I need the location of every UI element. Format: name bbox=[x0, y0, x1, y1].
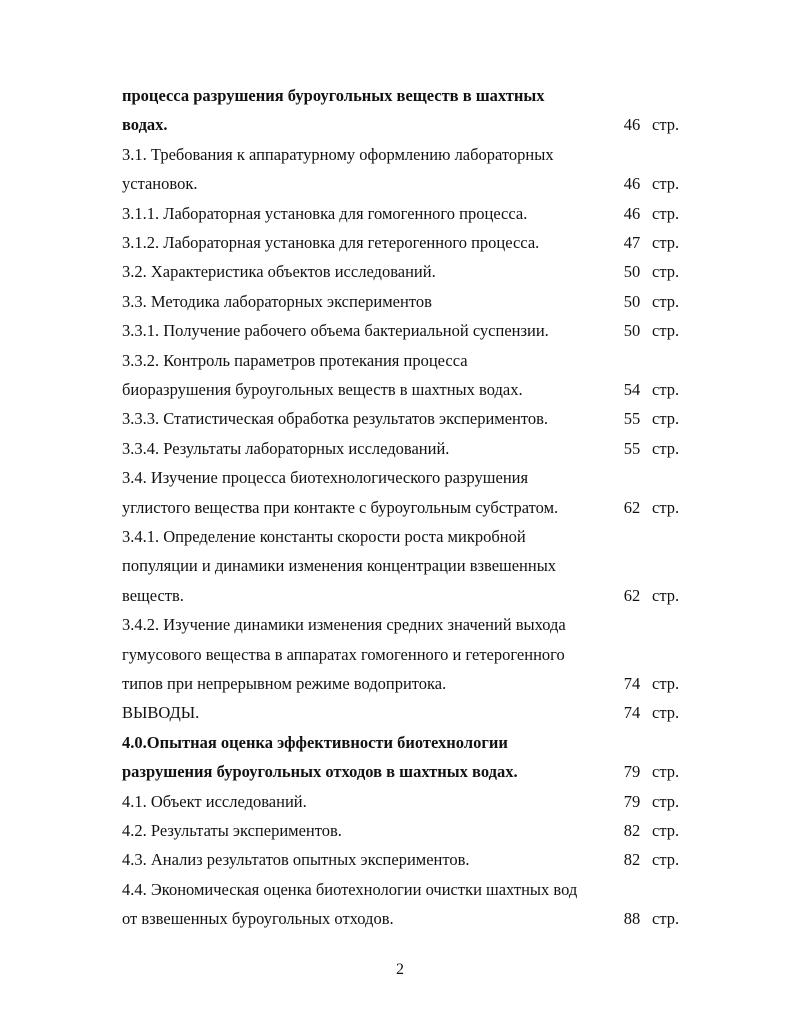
toc-line-text: 3.2. Характеристика объектов исследований. bbox=[122, 262, 436, 281]
toc-line-text: гумусового вещества в аппаратах гомогенного и гетерогенного bbox=[122, 645, 565, 664]
toc-page-suffix: стр. bbox=[652, 115, 680, 134]
toc-line-text: популяции и динамики изменения концентрации взвешенных bbox=[122, 556, 557, 575]
toc-page-number: 46 bbox=[623, 174, 641, 193]
toc-line-text: 4.1. Объект исследований. bbox=[122, 792, 307, 811]
toc-line-text: разрушения буроугольных отходов в шахтных водах. bbox=[122, 762, 518, 781]
page-number: 2 bbox=[396, 961, 404, 978]
toc-page-number: 62 bbox=[623, 586, 641, 605]
toc-page-suffix: стр. bbox=[652, 821, 680, 840]
toc-page-number: 47 bbox=[623, 233, 641, 252]
toc-line-text: 3.4.1. Определение константы скорости роста микробной bbox=[122, 527, 526, 546]
toc-line-text: веществ. bbox=[122, 586, 184, 605]
toc-page-number: 79 bbox=[623, 792, 641, 811]
toc-line-text: 3.1. Требования к аппаратурному оформлению лабораторных bbox=[122, 145, 554, 164]
toc-line-text: процесса разрушения буроугольных веществ в шахтных bbox=[122, 86, 545, 105]
toc-page-suffix: стр. bbox=[652, 439, 680, 458]
toc-line-text: 3.3.4. Результаты лабораторных исследований. bbox=[122, 439, 450, 458]
toc-line-text: водах. bbox=[122, 115, 168, 134]
toc-page-suffix: стр. bbox=[652, 703, 680, 722]
toc-page-suffix: стр. bbox=[652, 321, 680, 340]
toc-line-text: 3.1.2. Лабораторная установка для гетерогенного процесса. bbox=[122, 233, 540, 252]
toc-page-suffix: стр. bbox=[652, 498, 680, 517]
toc-line-text: 4.0.Опытная оценка эффективности биотехнологии bbox=[122, 733, 508, 752]
toc-page-suffix: стр. bbox=[652, 380, 680, 399]
toc-line-text: от взвешенных буроугольных отходов. bbox=[122, 909, 394, 928]
toc-line-text: 3.3.2. Контроль параметров протекания процесса bbox=[122, 351, 468, 370]
toc-page-number: 54 bbox=[623, 380, 641, 399]
toc-line-text: 3.4.2. Изучение динамики изменения средних значений выхода bbox=[122, 615, 566, 634]
toc-line-text: 3.3.1. Получение рабочего объема бактериальной суспензии. bbox=[122, 321, 549, 340]
toc-page-number: 50 bbox=[623, 292, 641, 311]
toc-page-suffix: стр. bbox=[652, 292, 680, 311]
toc-page-number: 82 bbox=[623, 821, 641, 840]
toc-line-text: ВЫВОДЫ. bbox=[122, 703, 200, 722]
toc-line-text: 4.4. Экономическая оценка биотехнологии очистки шахтных вод bbox=[122, 880, 578, 899]
toc-line-text: 3.1.1. Лабораторная установка для гомогенного процесса. bbox=[122, 204, 528, 223]
toc-page-suffix: стр. bbox=[652, 409, 680, 428]
toc-page-suffix: стр. bbox=[652, 909, 680, 928]
toc-line-text: углистого вещества при контакте с буроугольным субстратом. bbox=[122, 498, 559, 517]
toc-page-number: 46 bbox=[623, 115, 641, 134]
toc-page-suffix: стр. bbox=[652, 233, 680, 252]
toc-line-text: 4.3. Анализ результатов опытных экспериментов. bbox=[122, 850, 470, 869]
toc-page-suffix: стр. bbox=[652, 586, 680, 605]
toc-page-number: 79 bbox=[623, 762, 641, 781]
toc-page-number: 55 bbox=[623, 439, 641, 458]
toc-page-number: 50 bbox=[623, 262, 641, 281]
toc-page-suffix: стр. bbox=[652, 850, 680, 869]
toc-page-suffix: стр. bbox=[652, 174, 680, 193]
toc-page-suffix: стр. bbox=[652, 762, 680, 781]
toc-page-number: 50 bbox=[623, 321, 641, 340]
toc-page-suffix: стр. bbox=[652, 204, 680, 223]
toc-page-number: 55 bbox=[623, 409, 641, 428]
toc-line-text: типов при непрерывном режиме водопритока. bbox=[122, 674, 447, 693]
toc-line-text: установок. bbox=[122, 174, 198, 193]
toc-page-number: 46 bbox=[623, 204, 641, 223]
toc-page-number: 82 bbox=[623, 850, 641, 869]
toc-page-number: 74 bbox=[623, 674, 641, 693]
toc-page-number: 74 bbox=[623, 703, 641, 722]
toc-line-text: 4.2. Результаты экспериментов. bbox=[122, 821, 342, 840]
toc-page-number: 62 bbox=[623, 498, 641, 517]
toc-page-suffix: стр. bbox=[652, 674, 680, 693]
toc-line-text: 3.4. Изучение процесса биотехнологического разрушения bbox=[122, 468, 529, 487]
toc-page-suffix: стр. bbox=[652, 792, 680, 811]
toc-line-text: биоразрушения буроугольных веществ в шахтных водах. bbox=[122, 380, 523, 399]
toc-page-suffix: стр. bbox=[652, 262, 680, 281]
toc-page-number: 88 bbox=[623, 909, 641, 928]
toc-line-text: 3.3.3. Статистическая обработка результатов экспериментов. bbox=[122, 409, 549, 428]
toc-line-text: 3.3. Методика лабораторных экспериментов bbox=[122, 292, 432, 311]
